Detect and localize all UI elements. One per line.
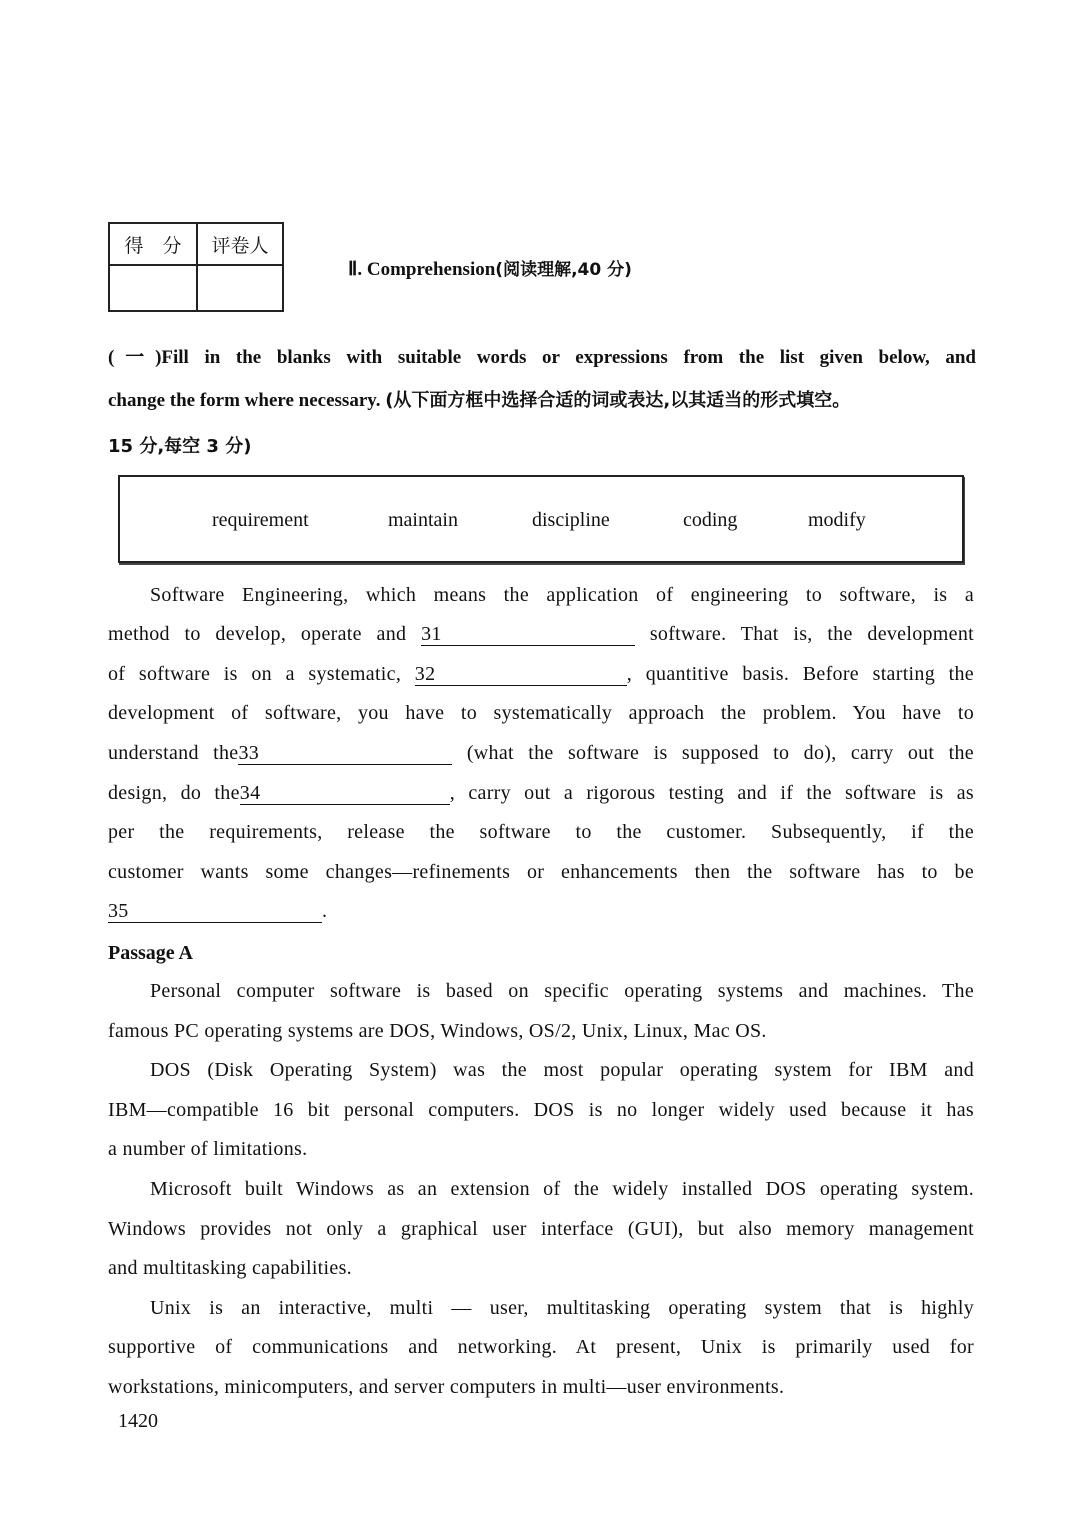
instruction-line-1: (一)Fill in the blanks with suitable words or expressions from the list given below, and (108, 347, 976, 368)
blank-31[interactable]: 31 (421, 623, 635, 646)
score-table (108, 222, 284, 312)
passage-line: Windows provides not only a graphical user interface (GUI), but also memory management (108, 1218, 974, 1240)
cloze-line: customer wants some changes—refinements or enhancements then the software has to be (108, 861, 974, 883)
passage-line: Unix is an interactive, multi — user, multitasking operating system that is highly (150, 1297, 974, 1319)
instruction-line-2-cn: (从下面方框中选择合适的词或表达,以其适当的形式填空。 (385, 390, 851, 411)
passage-line: famous PC operating systems are DOS, Windows, OS/2, Unix, Linux, Mac OS. (108, 1020, 767, 1042)
passage-line: supportive of communications and networking. At present, Unix is primarily used for (108, 1336, 974, 1358)
word-bank-box (118, 475, 964, 563)
word-bank-item: coding (683, 509, 738, 531)
cloze-line (108, 782, 974, 805)
grader-field[interactable] (197, 265, 283, 311)
grader-label: 评卷人 (197, 223, 283, 265)
passage-line: IBM—compatible 16 bit personal computers. DOS is no longer widely used because it has (108, 1099, 974, 1121)
cloze-text: method to develop, operate and (108, 623, 407, 645)
passage-line: a number of limitations. (108, 1138, 308, 1160)
blank-33[interactable]: 33 (238, 742, 452, 765)
section-title (348, 255, 632, 281)
passage-line: Microsoft built Windows as an extension of the widely installed DOS operating system. (150, 1178, 974, 1200)
cloze-line (108, 900, 974, 923)
cloze-text: of software is on a systematic, (108, 663, 402, 685)
cloze-line (108, 663, 974, 686)
cloze-line (108, 623, 974, 646)
section-title-cn: (阅读理解,40 分) (495, 260, 632, 280)
word-bank-item: requirement (212, 509, 309, 531)
cloze-text: , quantitive basis. Before starting the (626, 663, 974, 685)
cloze-line: Software Engineering, which means the application of engineering to software, is a (150, 584, 974, 606)
word-bank-item: modify (808, 509, 866, 531)
cloze-text: (what the software is supposed to do), carry out the (466, 742, 974, 764)
score-field[interactable] (109, 265, 197, 311)
passage-title: Passage A (108, 942, 193, 964)
cloze-line (108, 742, 974, 765)
passage-line: DOS (Disk Operating System) was the most popular operating system for IBM and (150, 1059, 974, 1081)
cloze-text: . (322, 900, 328, 922)
blank-34[interactable]: 34 (240, 782, 450, 805)
cloze-text: software. That is, the development (649, 623, 974, 645)
cloze-line: per the requirements, release the software to the customer. Subsequently, if the (108, 821, 974, 843)
passage-line: and multitasking capabilities. (108, 1257, 352, 1279)
cloze-text: , carry out a rigorous testing and if the software is as (449, 782, 975, 804)
cloze-text: understand the (108, 742, 239, 764)
page-number: 1420 (118, 1410, 158, 1432)
instruction-line-3 (108, 432, 976, 458)
blank-35[interactable]: 35 (108, 900, 322, 923)
section-title-en: Ⅱ. Comprehension (348, 259, 496, 280)
word-bank-item: discipline (532, 509, 610, 531)
cloze-line: development of software, you have to systematically approach the problem. You have to (108, 702, 974, 724)
instruction-line-2 (108, 386, 976, 412)
score-label: 得 分 (109, 223, 197, 265)
blank-32[interactable]: 32 (415, 663, 627, 686)
instruction-line-2-en: change the form where necessary. (108, 390, 381, 411)
instruction-line-3-text: 15 分,每空 3 分) (108, 436, 252, 457)
word-bank-item: maintain (388, 509, 458, 531)
passage-line: Personal computer software is based on specific operating systems and machines. The (150, 980, 974, 1002)
passage-line: workstations, minicomputers, and server computers in multi—user environments. (108, 1376, 785, 1398)
cloze-text: design, do the (108, 782, 240, 804)
